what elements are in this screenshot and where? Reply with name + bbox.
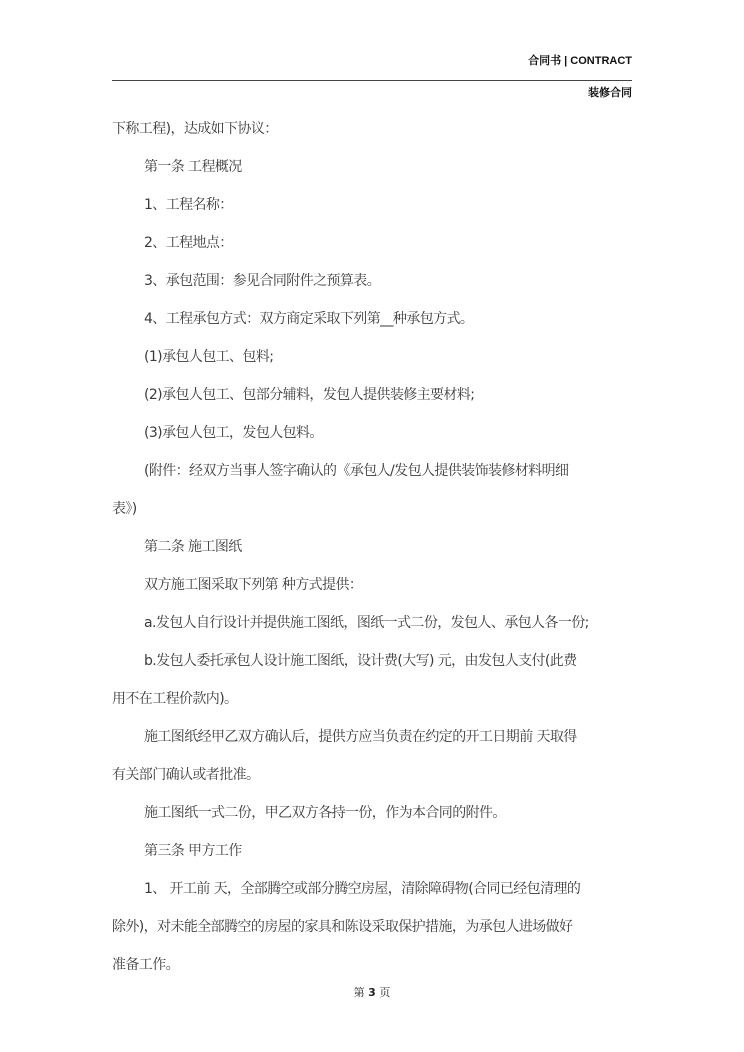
text-line: 1、 开工前 天，全部腾空或部分腾空房屋，清除障碍物(合同已经包清理的 xyxy=(144,881,581,897)
text-line: 1、工程名称： xyxy=(144,197,233,213)
text-line: 双方施工图采取下列第 种方式提供： xyxy=(144,577,363,593)
text-line: 施工图纸一式二份，甲乙双方各持一份，作为本合同的附件。 xyxy=(144,805,506,821)
text-line: (1)承包人包工、包料; xyxy=(144,349,274,365)
text-line: 2、工程地点： xyxy=(144,235,233,251)
header-divider xyxy=(112,80,632,81)
page-number: 3 xyxy=(368,986,376,999)
page-label-suffix: 页 xyxy=(379,986,391,999)
text-line: a.发包人自行设计并提供施工图纸，图纸一式二份，发包人、承包人各一份; xyxy=(144,615,589,631)
text-line: 3、承包范围：参见合同附件之预算表。 xyxy=(144,273,381,289)
section-heading: 第三条 甲方工作 xyxy=(144,843,242,859)
page-label-prefix: 第 xyxy=(353,986,365,999)
header-subtitle: 装修合同 xyxy=(588,87,632,99)
section-heading: 第一条 工程概况 xyxy=(144,159,242,175)
text-line: 施工图纸经甲乙双方确认后，提供方应当负责在约定的开工日期前 天取得 xyxy=(144,729,577,745)
text-line: b.发包人委托承包人设计施工图纸，设计费(大写) 元，由发包人支付(此费 xyxy=(144,653,577,669)
text-line: 除外)，对未能全部腾空的房屋的家具和陈设采取保护措施，为承包人进场做好 xyxy=(112,919,573,935)
page-footer xyxy=(0,984,744,1000)
text-line: 用不在工程价款内)。 xyxy=(112,691,238,707)
text-line: 表》) xyxy=(112,501,137,517)
text-line: (2)承包人包工、包部分辅料，发包人提供装修主要材料; xyxy=(144,387,475,403)
text-line: 下称工程)，达成如下协议： xyxy=(112,121,278,137)
header-title: 合同书 | CONTRACT xyxy=(528,55,632,67)
text-line: 有关部门确认或者批准。 xyxy=(112,767,260,783)
text-line: (3)承包人包工，发包人包料。 xyxy=(144,425,323,441)
document-body xyxy=(112,110,634,984)
text-line: 准备工作。 xyxy=(112,957,179,973)
text-line: 4、工程承包方式：双方商定采取下列第__种承包方式。 xyxy=(144,311,474,327)
section-heading: 第二条 施工图纸 xyxy=(144,539,242,555)
text-line: (附件：经双方当事人签字确认的《承包人/发包人提供装饰装修材料明细 xyxy=(144,463,569,479)
